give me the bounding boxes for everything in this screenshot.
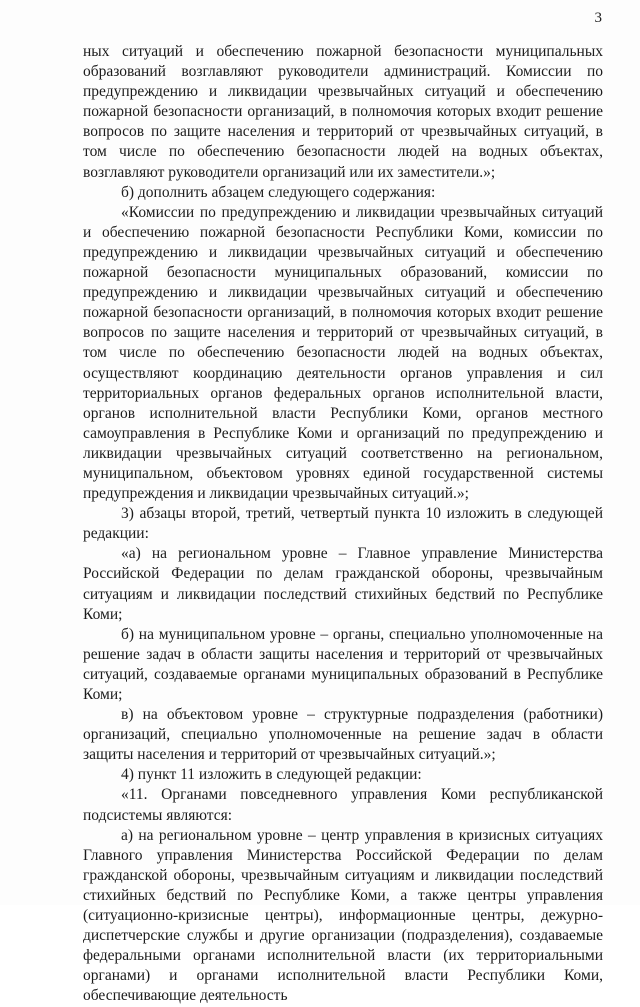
paragraph-continuation: ных ситуаций и обеспечению пожарной безопасности муниципальных образований возглавляют руководители администраций. Комиссии по предупреждению и ликвидации чрезвычайных ситуаций и обеспечению пожарной безопасности организаций, в полномочия которых входит решение вопросов по защите населения и территорий от чрезвычайных ситуаций, в том числе по обеспечению безопасности людей на водных объектах, возглавляют руководители организаций или их заместители.»; [83, 43, 603, 181]
paragraph-item-b: б) дополнить абзацем следующего содержания: [121, 183, 436, 201]
page-number: 3 [594, 10, 602, 26]
paragraph-point-11-a: а) на региональном уровне – центр управления в кризисных ситуациях Главного управления Министерства Российской Федерации по делам гражданской обороны, чрезвычайным ситуациям и ликвидации последствий стихийных бедствий по Республике Коми, а также центры управления (ситуационно-кризисные центры), информационные центры, дежурно-диспетчерские службы и другие организации (подразделения), создаваемые федеральными органами исполнительной власти (их территориальными органами) и органами исполнительной власти Республики Коми, обеспечивающие деятельность [83, 826, 603, 1005]
paragraph-quote-commissions: «Комиссии по предупреждению и ликвидации чрезвычайных ситуаций и обеспечению пожарной безопасности Республики Коми, комиссии по предупреждению и ликвидации чрезвычайных ситуаций и обеспечению пожарной безопасности муниципальных образований, комиссии по предупреждению и ликвидации чрезвычайных ситуаций и обеспечению пожарной безопасности организаций, в полномочия которых входит решение вопросов по защите населения и территорий от чрезвычайных ситуаций, в том числе по обеспечению безопасности людей на водных объектах, осуществляют координацию деятельности органов управления и сил территориальных органов федеральных органов исполнительной власти, органов исполнительной власти Республики Коми, органов местного самоуправления в Республике Коми и организаций по предупреждению и ликвидации чрезвычайных ситуаций соответственно на региональном, муниципальном, объектовом уровнях единой государственной системы предупреждения и ликвидации чрезвычайных ситуаций.»; [83, 203, 603, 503]
paragraph-subitem-a: «а) на региональном уровне – Главное управление Министерства Российской Федерации по делам гражданской обороны, чрезвычайным ситуациям и ликвидации последствий стихийных бедствий по Республике Коми; [83, 545, 603, 623]
paragraph-subitem-b: б) на муниципальном уровне – органы, специально уполномоченные на решение задач в области защиты населения и территорий от чрезвычайных ситуаций, создаваемые органами муниципальных образований в Республике Коми; [83, 625, 603, 703]
paragraph-point-11: «11. Органами повседневного управления Коми республиканской подсистемы являются: [83, 786, 603, 824]
paragraph-subitem-v: в) на объектовом уровне – структурные подразделения (работники) организаций, специально уполномоченные на решение задач в области защиты населения и территорий от чрезвычайных ситуаций.»; [83, 706, 603, 764]
paragraph-item-3: 3) абзацы второй, третий, четвертый пункта 10 изложить в следующей редакции: [83, 505, 603, 543]
document-body [83, 42, 603, 1007]
paragraph-item-4: 4) пункт 11 изложить в следующей редакции: [121, 766, 422, 784]
